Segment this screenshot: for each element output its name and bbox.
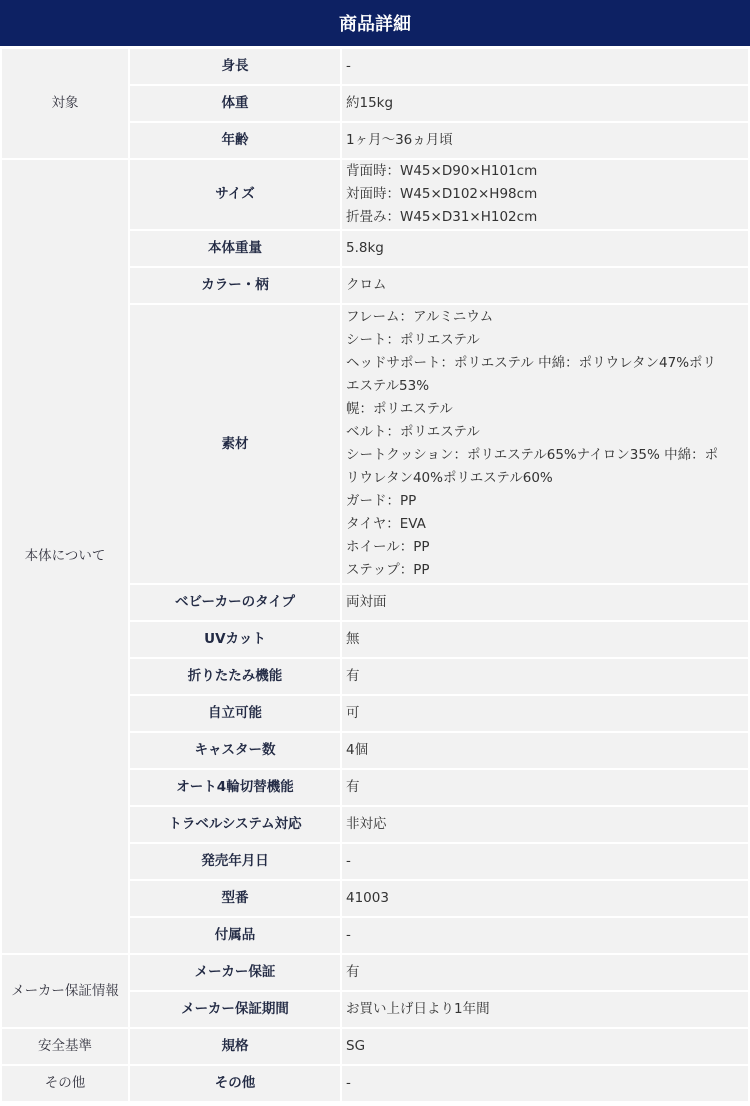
- row-value-model-number: 41003: [341, 880, 749, 917]
- size-line: 背面時：W45×D90×H101cm: [346, 163, 538, 179]
- table-row: [1, 1028, 749, 1065]
- row-label-body-weight: 本体重量: [129, 230, 341, 267]
- row-value-age: 1ヶ月〜36ヵ月頃: [341, 122, 749, 159]
- row-label-warranty-period: メーカー保証期間: [129, 991, 341, 1028]
- material-line: 幌：ポリエステル: [346, 401, 453, 417]
- row-value-foldable: 有: [341, 658, 749, 695]
- row-label-travel-system: トラベルシステム対応: [129, 806, 341, 843]
- page-title: 商品詳細: [339, 14, 411, 35]
- row-label-other: その他: [129, 1065, 341, 1102]
- row-label-release-date: 発売年月日: [129, 843, 341, 880]
- row-label-casters: キャスター数: [129, 732, 341, 769]
- row-label-height: 身長: [129, 48, 341, 85]
- row-value-uv-cut: 無: [341, 621, 749, 658]
- material-line: シートクッション：ポリエステル65%ナイロン35% 中綿：ポ: [346, 447, 719, 463]
- material-line: フレーム：アルミニウム: [346, 309, 494, 325]
- row-label-weight: 体重: [129, 85, 341, 122]
- row-value-other: -: [341, 1065, 749, 1102]
- row-value-warranty: 有: [341, 954, 749, 991]
- row-label-stroller-type: ベビーカーのタイプ: [129, 584, 341, 621]
- row-label-self-standing: 自立可能: [129, 695, 341, 732]
- row-label-material: 素材: [129, 304, 341, 584]
- material-line: ヘッドサポート：ポリエステル 中綿：ポリウレタン47%ポリ: [346, 355, 717, 371]
- spec-table: [0, 47, 750, 1103]
- row-label-model-number: 型番: [129, 880, 341, 917]
- table-row: [1, 954, 749, 991]
- category-cell-safety: 安全基準: [1, 1028, 129, 1065]
- row-label-age: 年齢: [129, 122, 341, 159]
- material-line: ホイール：PP: [346, 539, 430, 555]
- row-value-size: [341, 159, 749, 230]
- size-line: 折畳み：W45×D31×H102cm: [346, 209, 538, 225]
- row-label-accessories: 付属品: [129, 917, 341, 954]
- row-value-accessories: -: [341, 917, 749, 954]
- row-value-warranty-period: お買い上げ日より1年間: [341, 991, 749, 1028]
- size-line: 対面時：W45×D102×H98cm: [346, 186, 538, 202]
- category-cell-body: 本体について: [1, 159, 129, 954]
- row-value-standard: SG: [341, 1028, 749, 1065]
- row-value-travel-system: 非対応: [341, 806, 749, 843]
- material-line: ステップ：PP: [346, 562, 430, 578]
- row-value-release-date: -: [341, 843, 749, 880]
- row-value-weight: 約15kg: [341, 85, 749, 122]
- row-value-height: -: [341, 48, 749, 85]
- row-value-stroller-type: 両対面: [341, 584, 749, 621]
- page-header: [0, 0, 750, 46]
- row-label-foldable: 折りたたみ機能: [129, 658, 341, 695]
- material-line: タイヤ：EVA: [346, 516, 426, 532]
- table-row: [1, 1065, 749, 1102]
- material-line: ガード：PP: [346, 493, 417, 509]
- row-label-size: サイズ: [129, 159, 341, 230]
- table-row: [1, 48, 749, 85]
- row-value-self-standing: 可: [341, 695, 749, 732]
- row-value-material: [341, 304, 749, 584]
- category-cell-other: その他: [1, 1065, 129, 1102]
- material-line: シート：ポリエステル: [346, 332, 480, 348]
- material-line: リウレタン40%ポリエステル60%: [346, 470, 553, 486]
- material-line: エステル53%: [346, 378, 430, 394]
- category-cell-target: 対象: [1, 48, 129, 159]
- row-label-standard: 規格: [129, 1028, 341, 1065]
- category-cell-warranty: メーカー保証情報: [1, 954, 129, 1028]
- row-label-auto-4wheel: オート4輪切替機能: [129, 769, 341, 806]
- row-label-warranty: メーカー保証: [129, 954, 341, 991]
- row-label-uv-cut: UVカット: [129, 621, 341, 658]
- material-line: ベルト：ポリエステル: [346, 424, 480, 440]
- row-value-casters: 4個: [341, 732, 749, 769]
- row-label-color: カラー・柄: [129, 267, 341, 304]
- row-value-auto-4wheel: 有: [341, 769, 749, 806]
- row-value-color: クロム: [341, 267, 749, 304]
- row-value-body-weight: 5.8kg: [341, 230, 749, 267]
- table-row: [1, 159, 749, 230]
